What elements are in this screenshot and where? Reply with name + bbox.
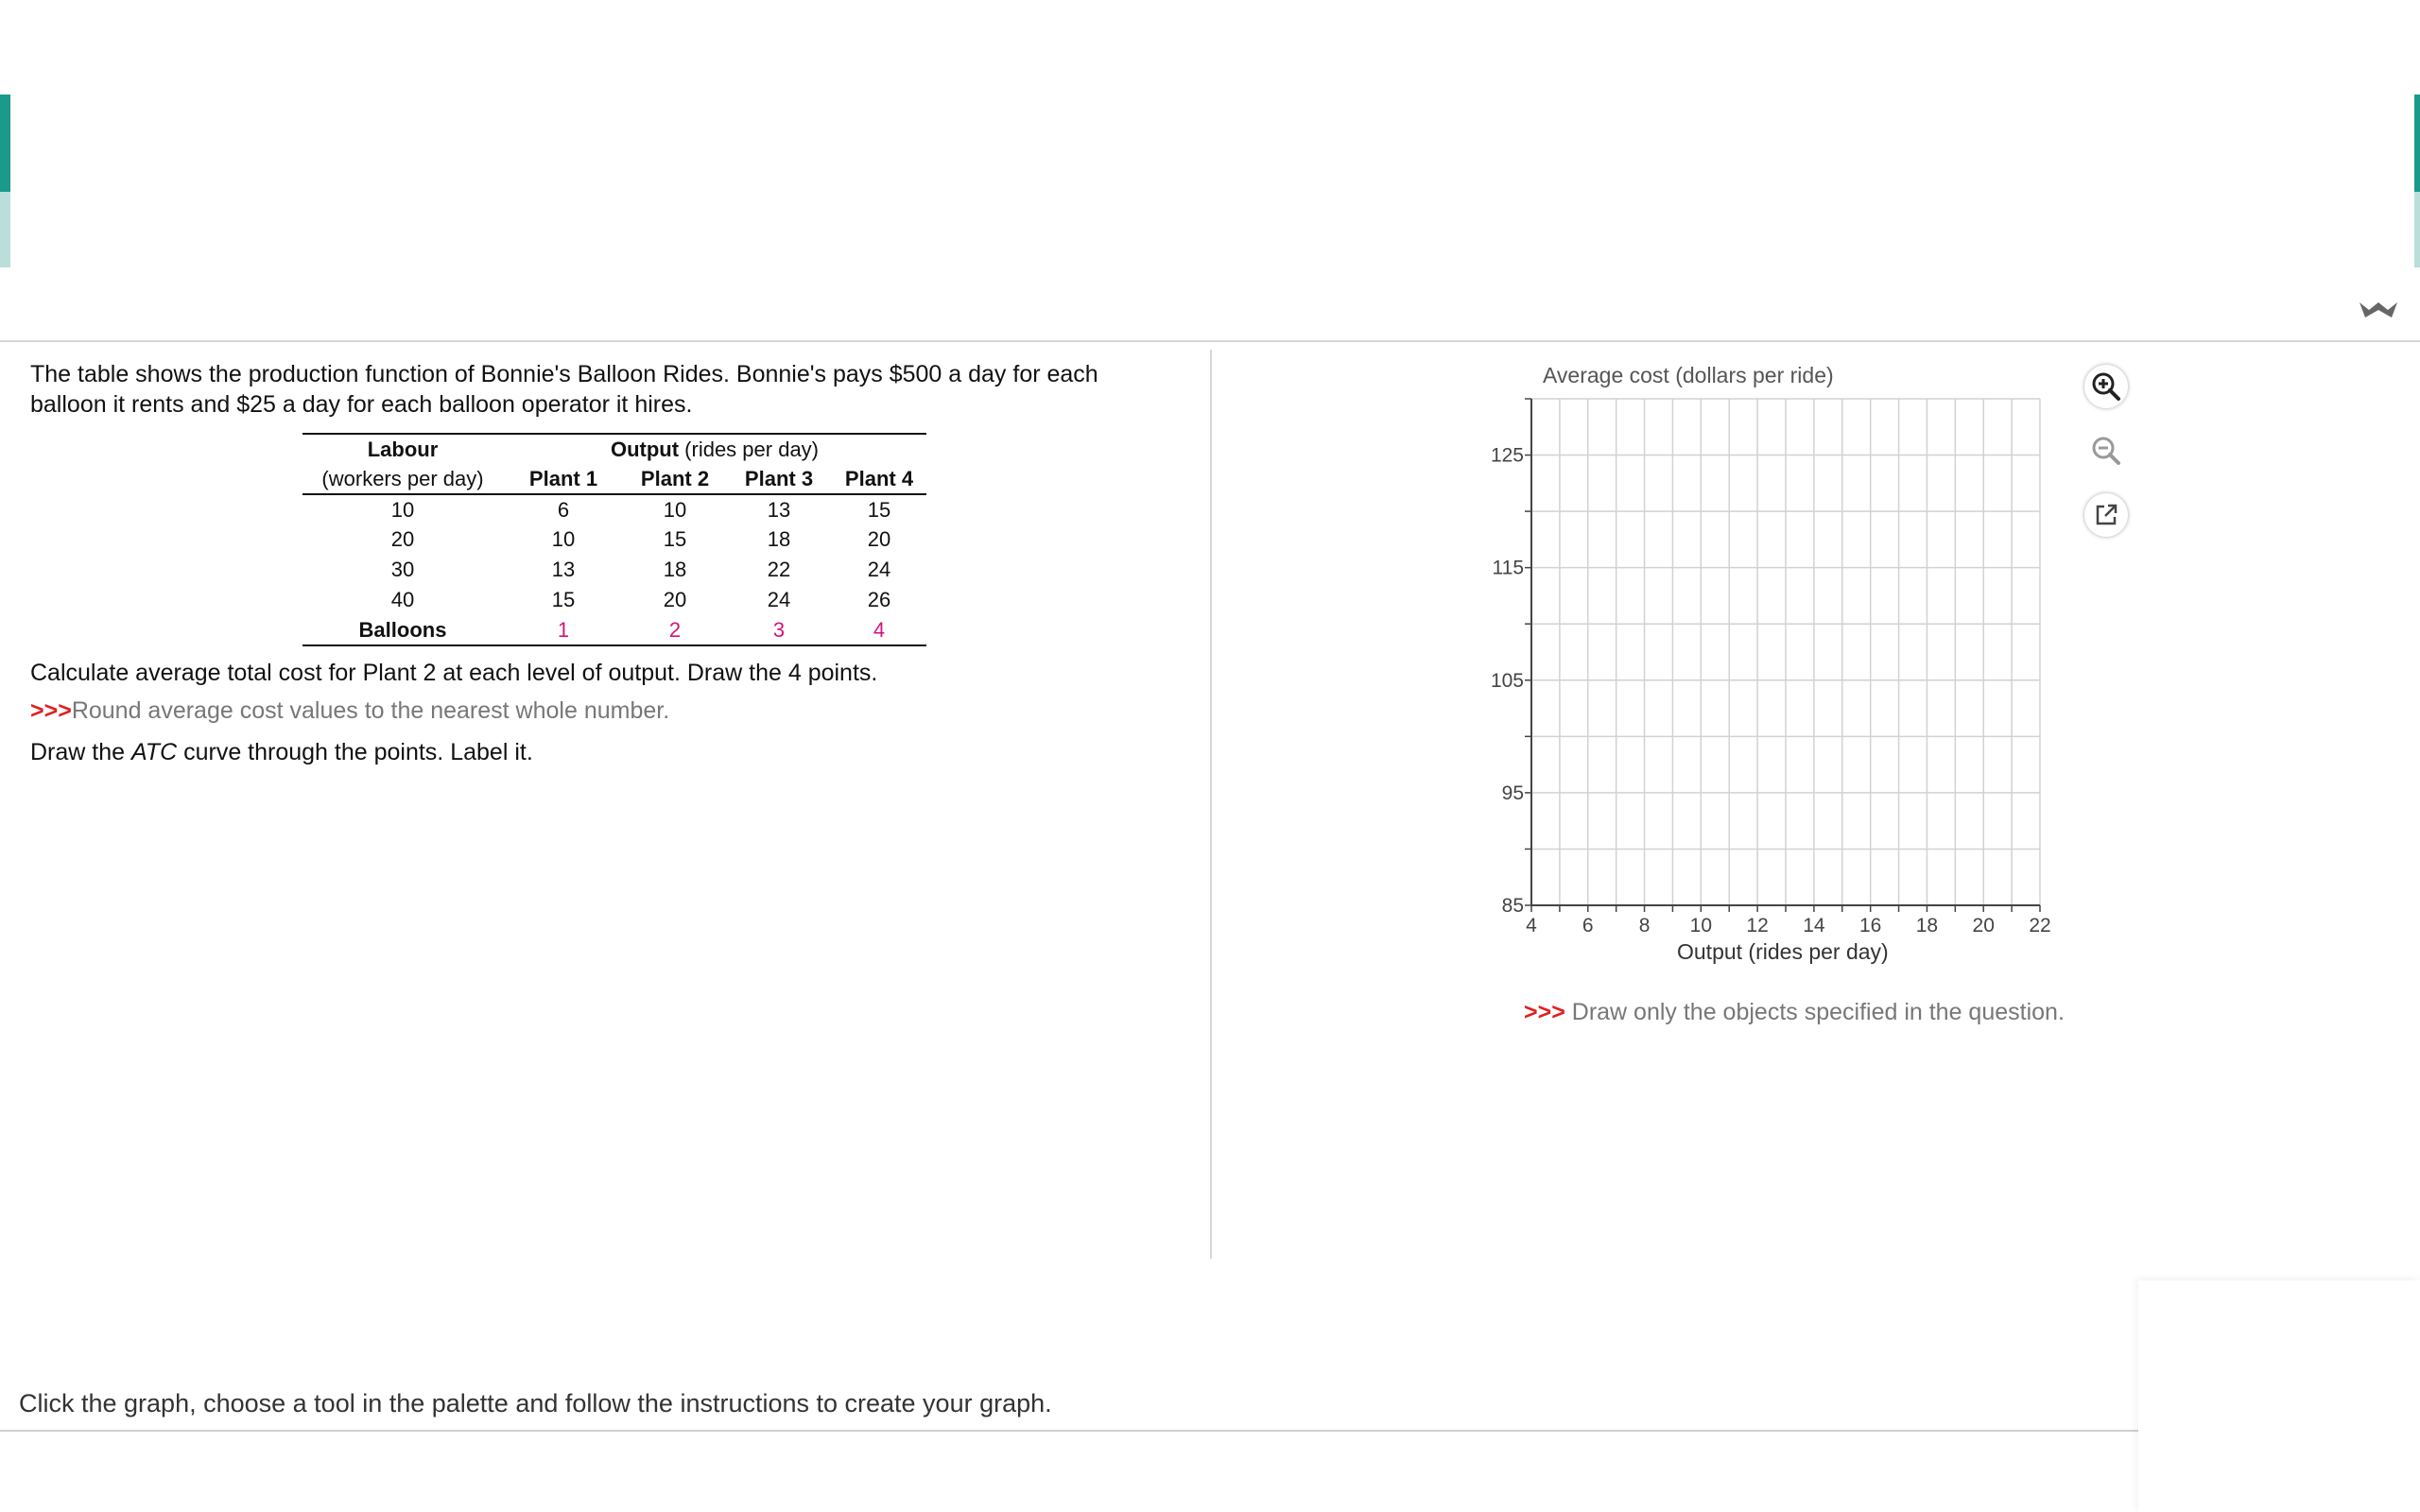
- note-marker: >>>: [1524, 999, 1565, 1025]
- draw-note: [1524, 999, 2065, 1026]
- plant-header: Plant 1: [503, 464, 624, 494]
- y-axis-ticks: [1491, 399, 1531, 917]
- balloons-value: 3: [726, 615, 832, 645]
- bottom-divider: [0, 1430, 2138, 1432]
- table-cell: 26: [867, 588, 891, 611]
- table-cell: 10: [390, 497, 415, 522]
- table-row: [302, 494, 926, 524]
- table-cell: 24: [767, 588, 791, 611]
- top-divider: [0, 340, 2420, 342]
- table-row: [302, 524, 926, 555]
- popout-icon: [2093, 502, 2119, 528]
- y-tick-label: 125: [1490, 444, 1524, 467]
- cost-graph[interactable]: [1475, 387, 2061, 945]
- table-cell: 22: [767, 558, 791, 581]
- x-tick-label: 16: [1858, 915, 1882, 936]
- plant-header: Plant 4: [832, 464, 926, 494]
- y-tick-label: 105: [1490, 669, 1524, 692]
- table-cell: 15: [867, 497, 891, 522]
- table-cell: 40: [390, 588, 415, 611]
- x-tick-label: 22: [2029, 915, 2051, 936]
- y-tick-label: 85: [1501, 895, 1524, 917]
- rounding-hint: [30, 697, 669, 725]
- table-row: [302, 585, 926, 615]
- graph-grid: [1531, 399, 2040, 905]
- table-cell: 13: [767, 497, 791, 522]
- zoom-out-button[interactable]: [2084, 429, 2128, 472]
- table-cell: 20: [663, 588, 687, 611]
- accent-bar-dark-right: [2414, 94, 2420, 192]
- x-axis-label: Output (rides per day): [1677, 939, 1889, 964]
- y-axis-label: Average cost (dollars per ride): [1543, 363, 1834, 387]
- zoom-out-icon: [2090, 435, 2122, 467]
- y-tick-label: 115: [1492, 557, 1524, 579]
- hint-text: Round average cost values to the nearest whole number.: [71, 697, 670, 724]
- zoom-in-button[interactable]: [2084, 365, 2128, 408]
- output-header: Output (rides per day): [503, 434, 926, 464]
- plant-header: Plant 2: [624, 464, 726, 494]
- labour-unit: (workers per day): [302, 464, 503, 494]
- bottom-instruction: Click the graph, choose a tool in the palette and follow the instructions to create your graph.: [19, 1389, 1052, 1418]
- x-tick-label: 10: [1689, 915, 1713, 936]
- x-tick-label: 12: [1746, 915, 1769, 936]
- table-cell: 15: [551, 588, 576, 611]
- table-cell: 6: [557, 497, 570, 522]
- x-tick-label: 14: [1803, 915, 1825, 936]
- table-cell: 20: [390, 527, 415, 551]
- balloons-value: 2: [624, 615, 726, 645]
- production-table: [302, 433, 926, 646]
- table-cell: 30: [390, 558, 415, 581]
- intro-text: The table shows the production function of Bonnie's Balloon Rides. Bonnie's pays $500 a day for each balloon it rents and $25 a day for each balloon operator it hires.: [30, 361, 1098, 418]
- table-cell: 24: [867, 558, 891, 581]
- balloons-value: 4: [832, 615, 926, 645]
- x-tick-label: 20: [1972, 915, 1995, 936]
- table-cell: 10: [551, 527, 576, 551]
- pane-divider: [1210, 350, 1212, 1259]
- popout-button[interactable]: [2084, 493, 2128, 537]
- table-cell: 13: [551, 558, 576, 581]
- x-tick-label: 8: [1638, 915, 1651, 936]
- question-pane: [30, 359, 1184, 765]
- side-panel: [2138, 1280, 2420, 1512]
- table-cell: 15: [663, 527, 687, 551]
- table-cell: 10: [663, 497, 687, 522]
- balloons-row: [302, 615, 926, 645]
- table-row: [302, 555, 926, 585]
- curve-instruction: Draw the ATC curve through the points. Label it.: [30, 739, 533, 765]
- labour-header: Labour: [302, 434, 503, 464]
- table-cell: 20: [867, 527, 891, 551]
- balloons-value: 1: [503, 615, 624, 645]
- collapse-icon[interactable]: [2358, 297, 2399, 323]
- table-cell: 18: [767, 527, 791, 551]
- hint-marker: >>>: [30, 697, 72, 724]
- balloons-label: Balloons: [302, 615, 503, 645]
- accent-bar-light: [0, 192, 10, 267]
- y-tick-label: 95: [1501, 782, 1524, 804]
- note-text: Draw only the objects specified in the question.: [1564, 999, 2065, 1025]
- table-cell: 18: [663, 558, 687, 581]
- x-axis-ticks: [1526, 905, 2051, 936]
- question-text: Calculate average total cost for Plant 2 at each level of output. Draw the 4 points.: [30, 660, 878, 686]
- plant-header: Plant 3: [726, 464, 832, 494]
- accent-bar-dark: [0, 94, 10, 192]
- x-tick-label: 6: [1582, 915, 1594, 936]
- accent-bar-light-right: [2414, 192, 2420, 267]
- x-tick-label: 4: [1526, 915, 1537, 936]
- zoom-in-icon: [2090, 370, 2122, 403]
- x-tick-label: 18: [1915, 915, 1939, 936]
